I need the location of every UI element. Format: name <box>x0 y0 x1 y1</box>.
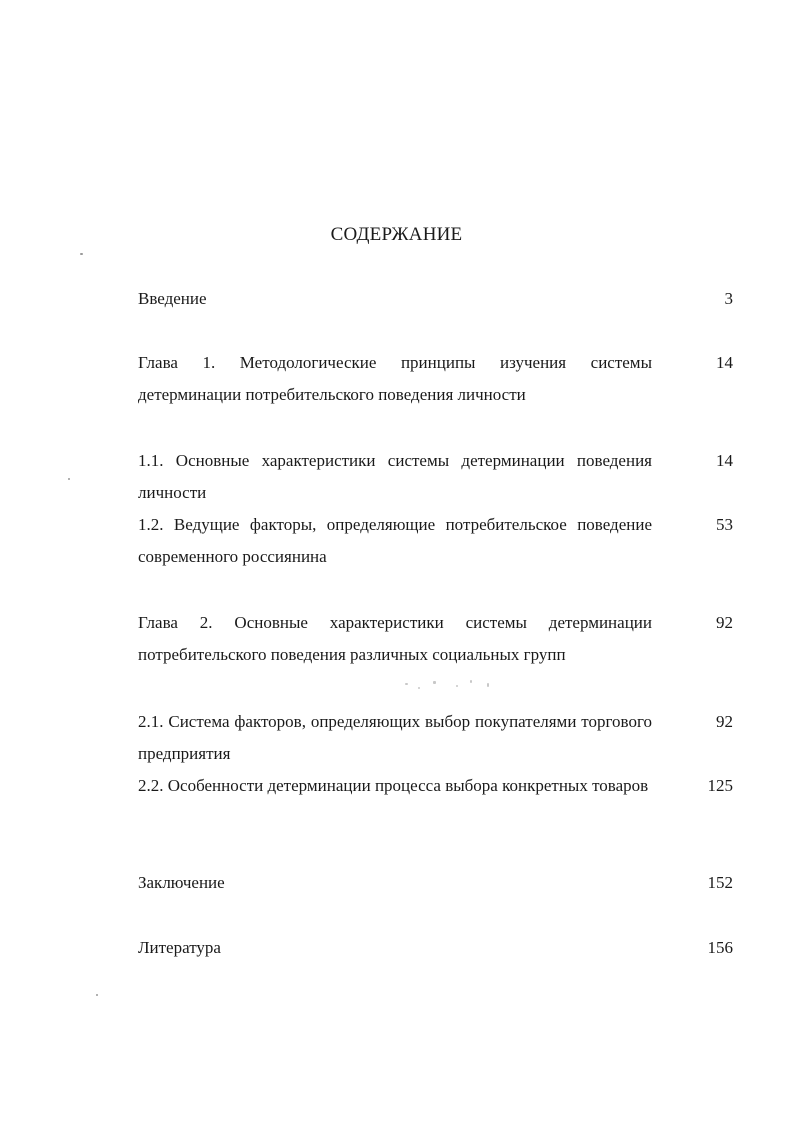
toc-page-introduction: 3 <box>724 289 733 308</box>
scan-speck <box>68 478 70 480</box>
toc-page-conclusion: 152 <box>707 873 733 892</box>
scan-speck <box>418 687 420 689</box>
scan-speck <box>433 681 436 684</box>
toc-entry-introduction: Введение <box>138 289 207 308</box>
toc-page-section-2-1: 92 <box>716 712 733 731</box>
scan-speck <box>470 680 472 683</box>
toc-page-section-1-1: 14 <box>716 451 733 470</box>
scan-speck <box>456 685 458 687</box>
toc-page-literature: 156 <box>707 938 733 957</box>
toc-entry-literature: Литература <box>138 938 221 957</box>
toc-entry-chapter-1: Глава 1. Методологические принципы изучения системы детерминации потребительского поведения личности <box>138 353 652 404</box>
toc-entry-conclusion: Заключение <box>138 873 225 892</box>
toc-page-section-2-2: 125 <box>707 776 733 795</box>
toc-page-chapter-2: 92 <box>716 613 733 632</box>
toc-entry-section-1-1: 1.1. Основные характеристики системы детерминации поведения личности <box>138 451 652 502</box>
toc-entry-section-2-1: 2.1. Система факторов, определяющих выбор покупателями торгового предприятия <box>138 712 652 763</box>
toc-page-chapter-1: 14 <box>716 353 733 372</box>
toc-entry-section-1-2: 1.2. Ведущие факторы, определяющие потребительское поведение современного россиянина <box>138 515 652 566</box>
toc-entry-chapter-2: Глава 2. Основные характеристики системы детерминации потребительского поведения различных социальных групп <box>138 613 652 664</box>
scan-speck <box>487 683 489 687</box>
scan-speck <box>405 683 408 685</box>
scan-speck <box>96 994 98 996</box>
toc-title: СОДЕРЖАНИЕ <box>330 224 463 245</box>
toc-page-section-1-2: 53 <box>716 515 733 534</box>
toc-entry-section-2-2: 2.2. Особенности детерминации процесса выбора конкретных товаров <box>138 776 649 795</box>
scan-speck <box>80 253 83 255</box>
